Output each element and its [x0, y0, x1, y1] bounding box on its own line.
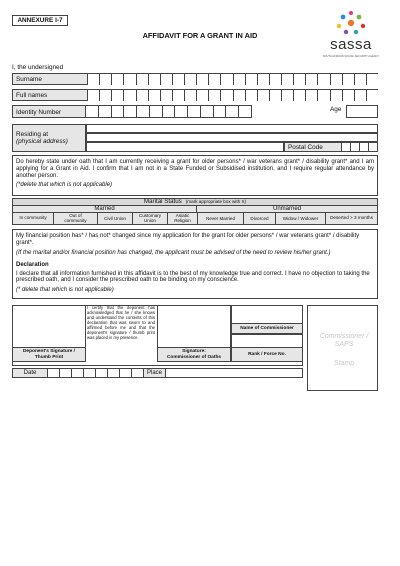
identity-label: Identity Number [16, 109, 62, 116]
stamp-text-commissioner: Commissioner / SAPS [319, 333, 369, 349]
surname-label: Surname [16, 76, 42, 83]
deponent-signature-label: Deponent's Signature / Thumb Print [12, 348, 86, 362]
annexure-box [12, 15, 68, 26]
declaration-text: I declare that all information furnished in this affidavit is to the best of my knowledge true and correct. I have no objection to taking the prescribed oath, and I consider the prescribed oath to be binding on my conscience. [16, 270, 370, 284]
age-label: Age [330, 106, 342, 113]
commissioner-statement: I certify that the deponent has acknowledged that he / she knows and understand the contents of this declaration that was sworn to and affirmed before me and that the deponent's signature / thumb print was placed in my presence. [87, 305, 155, 340]
date-label: Date [12, 368, 48, 378]
marital-option-asiatic-religion[interactable]: Asiatic Religion [168, 213, 198, 224]
identity-row [12, 105, 378, 118]
residing-label: Residing at [16, 131, 48, 138]
married-header: Married [12, 206, 197, 213]
declaration-box [12, 229, 378, 299]
surname-field[interactable] [87, 74, 378, 85]
identity-number-field[interactable] [86, 105, 252, 118]
commissioner-signature-field[interactable] [157, 305, 231, 348]
physical-address-label: (physical address) [16, 138, 68, 145]
sassa-logo [318, 6, 384, 62]
page-title: AFFIDAVIT FOR A GRANT IN AID [142, 31, 258, 40]
declaration-note: (* delete that which is not applicable) [16, 287, 114, 294]
marital-status-title: Marital Status [143, 198, 182, 206]
marital-option-widow-widower[interactable]: Widow / Widower [276, 213, 326, 224]
marital-option-never-married[interactable]: Never Married [198, 213, 244, 224]
full-names-field[interactable] [87, 90, 378, 101]
marital-option-divorced[interactable]: Divorced [244, 213, 276, 224]
marital-option-in-community[interactable]: In community [13, 213, 54, 224]
place-label: Place [144, 368, 166, 378]
oath-statement-text: Do hereby state under oath that I am currently receiving a grant for older persons* / war veterans grant* / disability grant* and I am applying for a Grant in Aid. I confirm that I am not in a State Funded or Subsidised institution, and I require regular attendance by another person. [16, 159, 374, 179]
financial-position-note: (If the marital and/or financial position has changed, the applicant must be advised of the need to review his/her grant.) [16, 249, 331, 256]
marital-status-header [12, 198, 378, 206]
postal-code-field[interactable] [342, 142, 378, 152]
full-names-label: Full names [16, 92, 48, 99]
oath-statement-box [12, 155, 378, 196]
commissioner-signature-label: Signature: Commissioner of Oaths [157, 348, 231, 362]
identity-label-cell [12, 105, 86, 118]
financial-position-text: My financial position has* / has not* changed since my application for the grant for older persons* / war veterans grant* / disability grant*. [16, 233, 360, 246]
commissioner-name-field[interactable] [231, 305, 303, 324]
rank-force-field[interactable] [231, 334, 303, 348]
residing-label-cell [12, 124, 86, 152]
marital-options [12, 213, 378, 225]
place-field[interactable] [166, 368, 303, 378]
stamp-box [307, 305, 378, 391]
stamp-text-stamp: Stamp [333, 360, 355, 367]
intro-text: I, the undersigned [12, 64, 64, 71]
date-field[interactable] [48, 368, 144, 378]
declaration-title: Declaration [16, 261, 49, 268]
annexure-label: ANNEXURE I-7 [17, 17, 63, 24]
address-line-2[interactable] [86, 133, 378, 142]
unmarried-header: Unmarried [197, 206, 378, 213]
address-line-1[interactable] [86, 124, 378, 133]
marital-status-instruction: (mark appropriate box with X) [185, 199, 247, 205]
full-names-row [12, 89, 378, 101]
address-line-3[interactable] [86, 142, 284, 152]
sassa-tagline: SOUTH AFRICAN SOCIAL SECURITY AGENCY [322, 55, 380, 58]
deponent-signature-field[interactable] [12, 305, 86, 348]
commissioner-name-label: Name of Commissioner [231, 324, 303, 334]
marital-option-out-of-community[interactable]: Out of community [54, 213, 98, 224]
postal-code-label: Postal Code [284, 142, 342, 152]
marital-option-customary-union[interactable]: Customary Union [133, 213, 168, 224]
age-field[interactable] [346, 105, 378, 118]
surname-row [12, 73, 378, 85]
oath-statement-note: (*delete that which is not applicable) [16, 181, 113, 188]
rank-force-label: Rank / Force No. [231, 348, 303, 362]
sassa-logo-text: sassa [330, 36, 372, 53]
marital-option-deserted[interactable]: Deserted > 3 months [326, 213, 377, 224]
marital-option-civil-union[interactable]: Civil Union [98, 213, 133, 224]
